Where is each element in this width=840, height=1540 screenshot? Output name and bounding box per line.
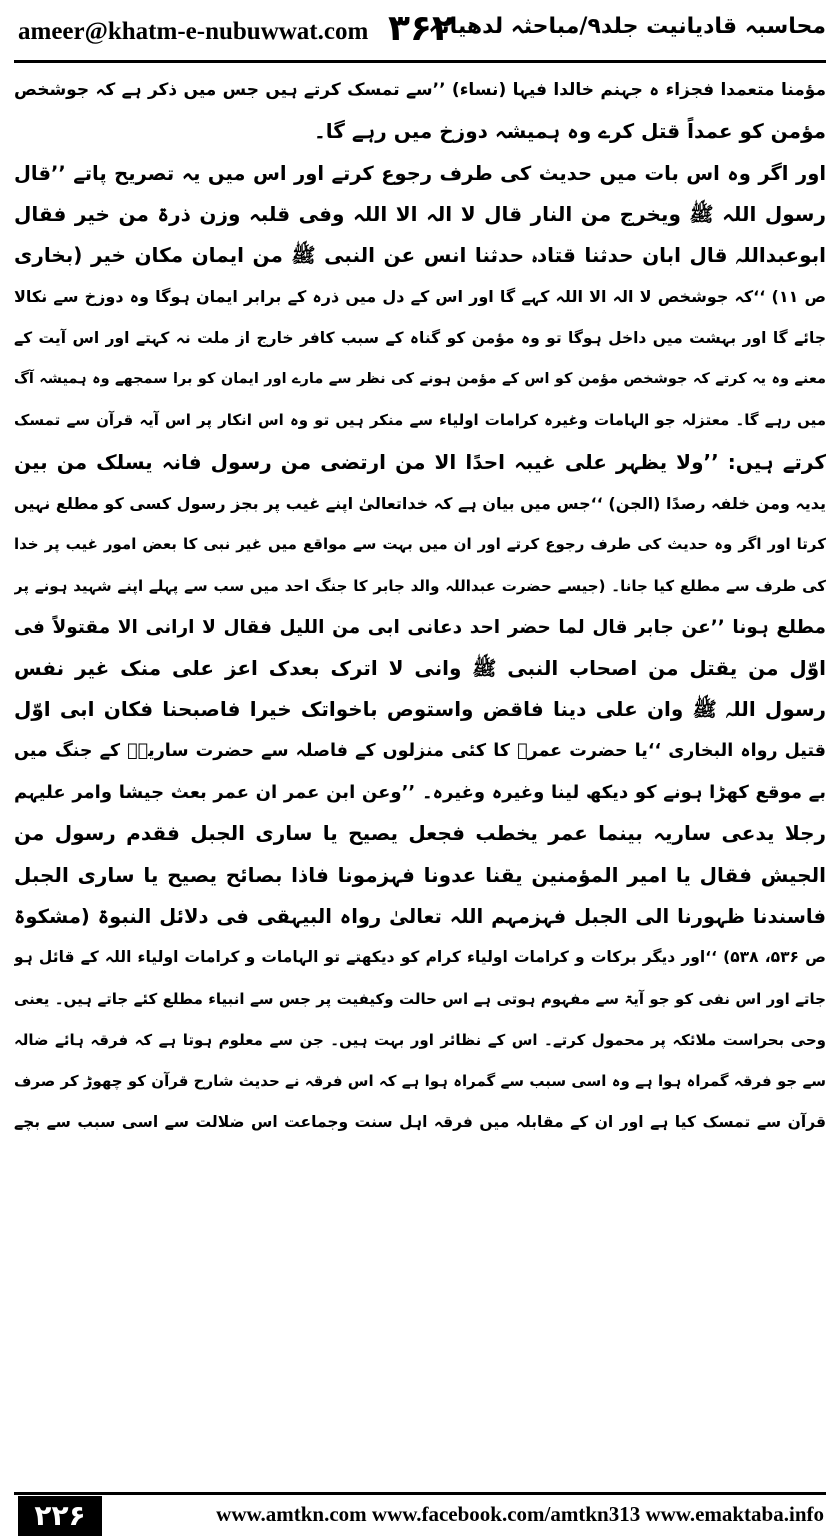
footer-page-number: ۲۲۶	[18, 1496, 102, 1536]
text-line: رجلا یدعی ساریہ بینما عمر یخطب فجعل یصیح یا ساری الجبل فقدم رسول من	[14, 821, 826, 846]
text-line: قرآن سے تمسک کیا ہے اور ان کے مقابلہ میں فرقہ اہل سنت وجماعت اس ضلالت سے اسی سبب سے بچے	[14, 1113, 826, 1132]
text-line: کی طرف سے مطلع کیا جانا۔ (جیسے حضرت عبداللہ والد جابر کا جنگ احد میں سب سے پہلے اپنے شہید ہونے پر	[14, 576, 826, 595]
text-line: کرتے ہیں: ’’ولا یظہر علی غیبہ احدًا الا من ارتضی من رسول فانہ یسلک من بین	[14, 449, 826, 474]
text-line: فاسندنا ظہورنا الی الجبل فہزمہم اللہ تعالیٰ رواہ البیہقی فی دلائل النبوۃ (مشکوۃ	[14, 904, 826, 928]
text-line: رسول اللہ ﷺ ویخرج من النار قال لا الہ الا اللہ وفی قلبہ وزن ذرۃ من خیر فقال	[14, 201, 826, 226]
text-line: معنے وہ یہ کرتے کہ جوشخص مؤمن کو اس کے مؤمن ہونے کی نظر سے مارے اور ایمان کو برا سمجھے وہ ہمیشہ آگ	[14, 371, 826, 388]
text-line: میں رہے گا۔ معتزلہ جو الہامات وغیرہ کرامات اولیاء سے منکر ہیں تو وہ اس انکار پر اس آیہ قرآن سے تمسک	[14, 411, 826, 430]
text-line: رسول اللہ ﷺ وان علی دینا فاقض واستوص باخواتک خیرا فاصبحنا فکان ابی اوّل	[14, 697, 826, 722]
text-line: یدیہ ومن خلفہ رصدًا (الجن) ‘‘جس میں بیان ہے کہ خداتعالیٰ اپنے غیب پر بجز رسول کسی کو مطلع نہیں	[14, 493, 826, 513]
page-footer	[0, 1488, 840, 1540]
text-line: وحی بحراست ملائکہ پر محمول کرتے۔ اس کے نظائر اور بہت ہیں۔ جن سے معلوم ہوتا ہے کہ فرقہ ہائے ضالہ	[14, 1030, 826, 1049]
page-header	[0, 0, 840, 64]
text-line: اور اگر وہ اس بات میں حدیث کی طرف رجوع کرتے اور اس میں یہ تصریح پاتے ’’قال	[14, 161, 826, 185]
text-line: اوّل من یقتل من اصحاب النبی ﷺ وانی لا اترک بعدک اعز علی منک غیر نفس	[14, 656, 826, 681]
text-line: کرتا اور اگر وہ حدیث کی طرف رجوع کرتے اور ان میں بہت سے مواقع میں غیر نبی کا بعض امور غیب پر خدا	[14, 535, 826, 554]
text-line: جاتے اور اس نفی کو جو آیۃ سے مفہوم ہوتی ہے اس حالت وکیفیت پر جس سے انبیاء مطلع کئے جاتے ہیں۔ یعنی	[14, 989, 826, 1008]
text-line: قتیل رواہ البخاری ‘‘یا حضرت عمرؓ کا کئی منزلوں کے فاصلہ سے حضرت ساریہؓ کے جنگ میں	[14, 740, 826, 761]
text-line: ص ۵۳۶، ۵۳۸) ‘‘اور دیگر برکات و کرامات اولیاء کرام کو دیکھتے تو الہامات و کرامات اولیاء اللہ کے قائل ہو	[14, 948, 826, 967]
text-line: جائے گا اور بہشت میں داخل ہوگا تو وہ مؤمن کو گناہ کے سبب کافر خارج از ملت نہ کہتے اور اس آیت کے	[14, 328, 826, 347]
text-line: ابوعبداللہ قال ابان حدثنا قتادہ حدثنا انس عن النبی ﷺ من ایمان مکان خیر (بخاری	[14, 243, 826, 268]
text-line: مطلع ہونا ’’عن جابر قال لما حضر احد دعانی ابی من اللیل فقال لا ارانی الا مقتولاً فی	[14, 616, 826, 638]
page-body-text	[14, 70, 826, 1470]
header-email: ameer@khatm-e-nubuwwat.com	[18, 18, 369, 45]
footer-divider	[14, 1492, 826, 1495]
header-book-title: محاسبہ قادیانیت جلد۹/مباحثہ لدھیانہ	[428, 14, 826, 39]
text-line: سے جو فرقہ گمراہ ہوا ہے وہ اسی سبب سے گمراہ ہوا ہے کہ اس فرقہ نے حدیث شارح قرآن کو چھوڑ کر صرف	[14, 1072, 826, 1091]
footer-urls: www.amtkn.com www.facebook.com/amtkn313 www.emaktaba.info	[216, 1502, 824, 1526]
header-divider	[14, 60, 826, 63]
header-page-number: ۳۶۲	[388, 8, 454, 49]
text-line: بے موقع کھڑا ہونے کو دیکھ لینا وغیرہ وغیرہ۔ ’’وعن ابن عمر ان عمر بعث جیشا وامر علیہم	[14, 782, 826, 804]
text-line: مؤمنا متعمدا فجزاء ہ جہنم خالدا فیہا (نساء) ’’سے تمسک کرتے ہیں جس میں ذکر ہے کہ جوشخص	[14, 80, 826, 100]
text-line: مؤمن کو عمداً قتل کرے وہ ہمیشہ دوزخ میں رہے گا۔	[314, 119, 826, 144]
text-line: ص ۱۱) ‘‘کہ جوشخص لا الہ الا اللہ کہے گا اور اس کے دل میں ذرہ کے برابر ایمان ہوگا وہ دوزخ سے نکالا	[14, 287, 826, 307]
text-line: الجیش فقال یا امیر المؤمنین یقنا عدونا فہزمونا فاذا بصائح یصیح یا ساری الجبل	[14, 862, 826, 887]
